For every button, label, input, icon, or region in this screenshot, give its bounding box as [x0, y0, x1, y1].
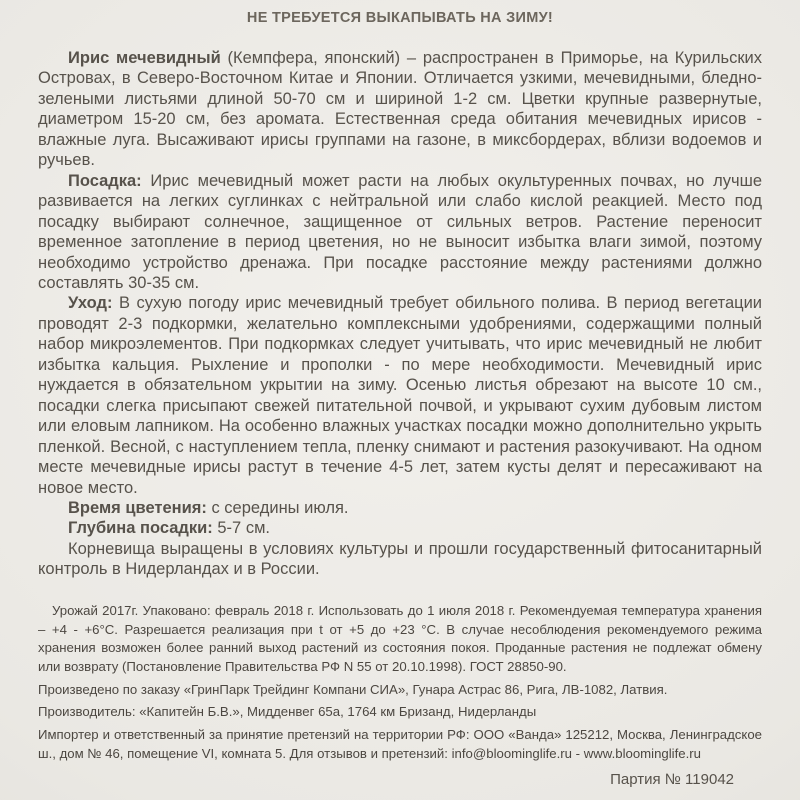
paragraph-intro-lead: Ирис мечевидный — [68, 49, 221, 67]
paragraph-planting-text: Ирис мечевидный может расти на любых окультуренных почвах, но лучше развивается на легких суглинках с нейтральной или слабо кислой реакцией. Место под посадку выбирают солнечное, защищенное от сильных ветров. Растение переносит временное затопление в период цветения, но не выносит избытка влаги зимой, поэтому необходимо устройство дренажа. При посадке расстояние между растениями должно составлять 30-35 см. — [38, 171, 762, 292]
paragraph-planting-depth-text: 5-7 см. — [212, 519, 270, 538]
paragraph-intro — [38, 48, 762, 171]
batch-number: Партия № 119042 — [610, 771, 734, 788]
paragraph-care — [38, 293, 762, 498]
fine-print-importer: Импортер и ответственный за принятие претензий на территории РФ: ООО «Ванда» 125212, Москва, Ленинградское ш., дом № 46, помещение VI, комната 5. Для отзывов и претензий: info@bloominglife.ru - www.bloominglife.ru — [38, 727, 762, 761]
paragraph-care-text: В сухую погоду ирис мечевидный требует обильного полива. В период вегетации проводят 2-3 подкормки, желательно комплексными удобрениями, содержащими полный набор микроэлементов. При подкормках следует учитывать, что ирис мечевидный не любит избытка кальция. Рыхление и прополки - по мере необходимости. Мечевидный ирис нуждается в обязательном укрытии на зиму. Осенью листья обрезают на высоте 10 см., посадки слегка присыпают свежей питательной почвой, и укрывают сухим дубовым листом или еловым лапником. На особенно влажных участках посадки можно дополнительно укрыть пленкой. Весной, с наступлением тепла, пленку снимают и растения разокучивают. На одном месте мечевидные ирисы растут в течение 4-5 лет, затем кусты делят и пересаживают на новое место. — [38, 294, 762, 497]
fine-print-producer: Производитель: «Капитейн Б.В.», Мидденвег 65а, 1764 км Бризанд, Нидерланды — [38, 704, 537, 720]
paragraph-planting-depth — [38, 518, 762, 538]
paragraph-care-lead: Уход: — [68, 294, 113, 313]
fine-print-block — [38, 602, 762, 764]
paragraph-planting-depth-lead: Глубина посадки: — [68, 519, 213, 538]
description-block — [38, 48, 762, 580]
header-banner: НЕ ТРЕБУЕТСЯ ВЫКАПЫВАТЬ НА ЗИМУ! — [246, 10, 554, 26]
paragraph-bloom-time-text: с середины июля. — [206, 498, 349, 517]
paragraph-bloom-time-lead: Время цветения: — [68, 498, 207, 517]
fine-print-storage: Урожай 2017г. Упаковано: февраль 2018 г. Использовать до 1 июля 2018 г. Рекомендуемая температура хранения – +4 - +6°С. Разрешается реализация при t от +5 до +23 °С. В случае несоблюдения рекомендуемого режима хранения возможен более ранний выход растений из состояния покоя. Проданные растения не подлежат обмену или возврату (Постановление Правительства РФ N 55 от 20.10.1998). ГОСТ 28850-90. — [38, 602, 762, 674]
paragraph-planting-lead: Посадка: — [68, 171, 142, 190]
paragraph-bloom-time — [38, 498, 762, 518]
paragraph-planting — [38, 171, 762, 294]
fine-print-ordered-by: Произведено по заказу «ГринПарк Трейдинг Компани СИА», Гунара Астрас 86, Рига, ЛВ-1082, Латвия. — [38, 681, 668, 697]
paragraph-intro-text: (Кемпфера, японский) – распространен в Приморье, на Курильских Островах, в Северо-Восточном Китае и Японии. Отличается узкими, мечевидными, бледно-зелеными листьями длиной 50-70 см и шириной 1-2 см. Цветки крупные развернутые, диаметром 15-20 см, без аромата. Естественная среда обитания мечевидных ирисов - влажные луга. Высаживают ирисы группами на газоне, в миксбордерах, вблизи водоемов и ручьев. — [38, 49, 763, 170]
paragraph-rootstock: Корневища выращены в условиях культуры и прошли государственный фитосанитарный контроль в Нидерландах и в России. — [38, 539, 762, 579]
